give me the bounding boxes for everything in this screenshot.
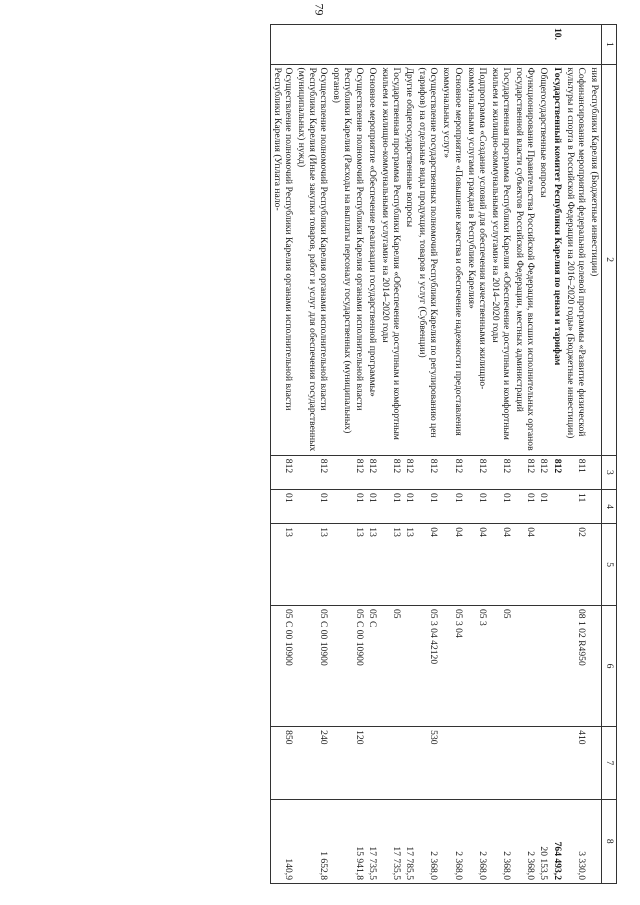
item-name: Осуществление полномочий Республики Карелия органами исполнительной власти Республики Карелия (Уплата нало- (270, 64, 295, 455)
target-article-code: 05 (379, 605, 403, 726)
target-article-code: 05 (489, 605, 513, 726)
expense-type-code (489, 727, 513, 799)
ministry-code: 812 (440, 455, 464, 489)
item-name: ния Республики Карелия (Бюджетные инвестиции) (588, 64, 602, 455)
amount: 2 368,0 (489, 799, 513, 883)
target-article-code: 05 3 (465, 605, 489, 726)
header-row (602, 25, 617, 884)
row-number (379, 25, 403, 65)
item-name: Функционирование Правительства Российской Федерации, высших исполнительных органов государственной власти субъектов Российской Федерации, местных администраций (513, 64, 537, 455)
item-name: Софинансирование мероприятий федеральной целевой программы «Развитие физической культуры и спорта в Российской Федерации на 2016–2020 годы» (Бюджетные инвестиции) (564, 64, 588, 455)
ministry-code: 812 (330, 455, 365, 489)
amount: 20 153,5 (537, 799, 550, 883)
subsection-code: 13 (366, 524, 379, 606)
row-number (416, 25, 440, 65)
row-number (440, 25, 464, 65)
ministry-code: 812 (416, 455, 440, 489)
row-number (537, 25, 550, 65)
ministry-code: 812 (513, 455, 537, 489)
expense-type-code: 410 (564, 727, 588, 799)
table-row (564, 25, 588, 884)
row-number (270, 25, 295, 65)
expense-type-code (403, 727, 416, 799)
table-row (440, 25, 464, 884)
subsection-code (588, 524, 602, 606)
amount (588, 799, 602, 883)
target-article-code: 05 С 00 10900 (330, 605, 365, 726)
section-code: 01 (330, 490, 365, 524)
section-code: 01 (416, 490, 440, 524)
amount: 140,9 (270, 799, 295, 883)
expense-type-code (465, 727, 489, 799)
section-code: 01 (440, 490, 464, 524)
item-name: Основное мероприятие «Обеспечение реализации государственной программы» (366, 64, 379, 455)
amount: 17 785,5 (403, 799, 416, 883)
amount: 2 368,0 (513, 799, 537, 883)
target-article-code: 08 1 02 R4950 (564, 605, 588, 726)
target-article-code: 05 С 00 10900 (270, 605, 295, 726)
subsection-code: 13 (330, 524, 365, 606)
ministry-code: 812 (403, 455, 416, 489)
ministry-code: 812 (465, 455, 489, 489)
expense-type-code (551, 727, 564, 799)
row-number (366, 25, 379, 65)
subsection-code: 13 (295, 524, 330, 606)
table-row (465, 25, 489, 884)
ministry-code: 812 (270, 455, 295, 489)
ministry-code (588, 455, 602, 489)
section-code: 01 (366, 490, 379, 524)
header-cell: 4 (602, 490, 617, 524)
target-article-code (403, 605, 416, 726)
table-row (416, 25, 440, 884)
row-number (588, 25, 602, 65)
item-name: Другие общегосударственные вопросы (403, 64, 416, 455)
table-row (551, 25, 564, 884)
row-number (564, 25, 588, 65)
target-article-code (513, 605, 537, 726)
ministry-code: 812 (551, 455, 564, 489)
row-number (489, 25, 513, 65)
amount: 1 652,8 (295, 799, 330, 883)
amount: 2 368,0 (465, 799, 489, 883)
page-number: 79 (312, 3, 327, 16)
subsection-code: 13 (379, 524, 403, 606)
amount: 3 330,0 (564, 799, 588, 883)
header-cell: 8 (602, 799, 617, 883)
table-row (379, 25, 403, 884)
subsection-code: 02 (564, 524, 588, 606)
ministry-code: 812 (489, 455, 513, 489)
subsection-code: 13 (403, 524, 416, 606)
section-code: 01 (489, 490, 513, 524)
ministry-code: 812 (366, 455, 379, 489)
row-number (295, 25, 330, 65)
table-row (588, 25, 602, 884)
amount: 15 941,8 (330, 799, 365, 883)
table-row (295, 25, 330, 884)
subsection-code (551, 524, 564, 606)
expense-type-code (366, 727, 379, 799)
subsection-code: 04 (489, 524, 513, 606)
table-row (403, 25, 416, 884)
ministry-code: 812 (537, 455, 550, 489)
ministry-code: 812 (295, 455, 330, 489)
section-code: 01 (537, 490, 550, 524)
row-number (465, 25, 489, 65)
expense-type-code: 120 (330, 727, 365, 799)
target-article-code: 05 С 00 10900 (295, 605, 330, 726)
amount: 2 368,0 (440, 799, 464, 883)
target-article-code (537, 605, 550, 726)
table-row (270, 25, 295, 884)
target-article-code: 05 3 04 (440, 605, 464, 726)
subsection-code: 04 (465, 524, 489, 606)
item-name: Подпрограмма «Создание условий для обеспечения качественными жилищно-коммунальными услугами граждан в Республике Карелия» (465, 64, 489, 455)
target-article-code (551, 605, 564, 726)
item-name: Осуществление государственных полномочий Республики Карелия по регулированию цен (тарифов) на отдельные виды продукции, товаров и услуг (Субвенции) (416, 64, 440, 455)
expense-type-code (440, 727, 464, 799)
section-code: 01 (379, 490, 403, 524)
subsection-code: 13 (270, 524, 295, 606)
section-code: 01 (270, 490, 295, 524)
expense-type-code (537, 727, 550, 799)
item-name: Государственный комитет Республики Карелия по ценам и тарифам (551, 64, 564, 455)
header-cell: 1 (602, 25, 617, 65)
item-name: Осуществление полномочий Республики Карелия органами исполнительной власти Республики Карелия (Иные закупки товаров, работ и услуг для обеспечения государственных (муниципальных) нужд) (295, 64, 330, 455)
rotated-table-container (72, 24, 617, 884)
target-article-code: 05 С (366, 605, 379, 726)
header-cell: 5 (602, 524, 617, 606)
section-code: 01 (513, 490, 537, 524)
amount: 17 735,5 (379, 799, 403, 883)
section-code (551, 490, 564, 524)
expense-type-code: 530 (416, 727, 440, 799)
amount: 17 735,5 (366, 799, 379, 883)
row-number (330, 25, 365, 65)
target-article-code: 05 3 04 42120 (416, 605, 440, 726)
item-name: Основное мероприятие «Повышение качества и обеспечение надежности предоставления коммунальных услуг» (440, 64, 464, 455)
section-code: 01 (403, 490, 416, 524)
section-code: 01 (295, 490, 330, 524)
section-code: 11 (564, 490, 588, 524)
item-name: Осуществление полномочий Республики Карелия органами исполнительной власти Республики Карелия (Расходы на выплаты персоналу государственных (муниципальных) органов) (330, 64, 365, 455)
table-row (489, 25, 513, 884)
header-cell: 3 (602, 455, 617, 489)
target-article-code (588, 605, 602, 726)
expense-type-code (588, 727, 602, 799)
item-name: Общегосударственные вопросы (537, 64, 550, 455)
table-row (330, 25, 365, 884)
item-name: Государственная программа Республики Карелия «Обеспечение доступным и комфортным жильем и жилищно-коммунальными услугами» на 2014–2020 годы (379, 64, 403, 455)
subsection-code: 04 (440, 524, 464, 606)
row-number (513, 25, 537, 65)
row-number (403, 25, 416, 65)
section-code: 01 (465, 490, 489, 524)
table-row (537, 25, 550, 884)
ministry-code: 812 (379, 455, 403, 489)
subsection-code: 04 (416, 524, 440, 606)
expense-type-code: 240 (295, 727, 330, 799)
expense-type-code (513, 727, 537, 799)
expense-type-code (379, 727, 403, 799)
section-code (588, 490, 602, 524)
header-cell: 7 (602, 727, 617, 799)
header-cell: 6 (602, 605, 617, 726)
subsection-code: 04 (513, 524, 537, 606)
ministry-code: 811 (564, 455, 588, 489)
budget-table (270, 24, 617, 884)
table-row (366, 25, 379, 884)
item-name: Государственная программа Республики Карелия «Обеспечение доступным и комфортным жильем и жилищно-коммунальными услугами» на 2014–2020 годы (489, 64, 513, 455)
subsection-code (537, 524, 550, 606)
row-number: 10. (551, 25, 564, 65)
header-cell: 2 (602, 64, 617, 455)
amount: 764 493,2 (551, 799, 564, 883)
table-row (513, 25, 537, 884)
amount: 2 368,0 (416, 799, 440, 883)
expense-type-code: 850 (270, 727, 295, 799)
